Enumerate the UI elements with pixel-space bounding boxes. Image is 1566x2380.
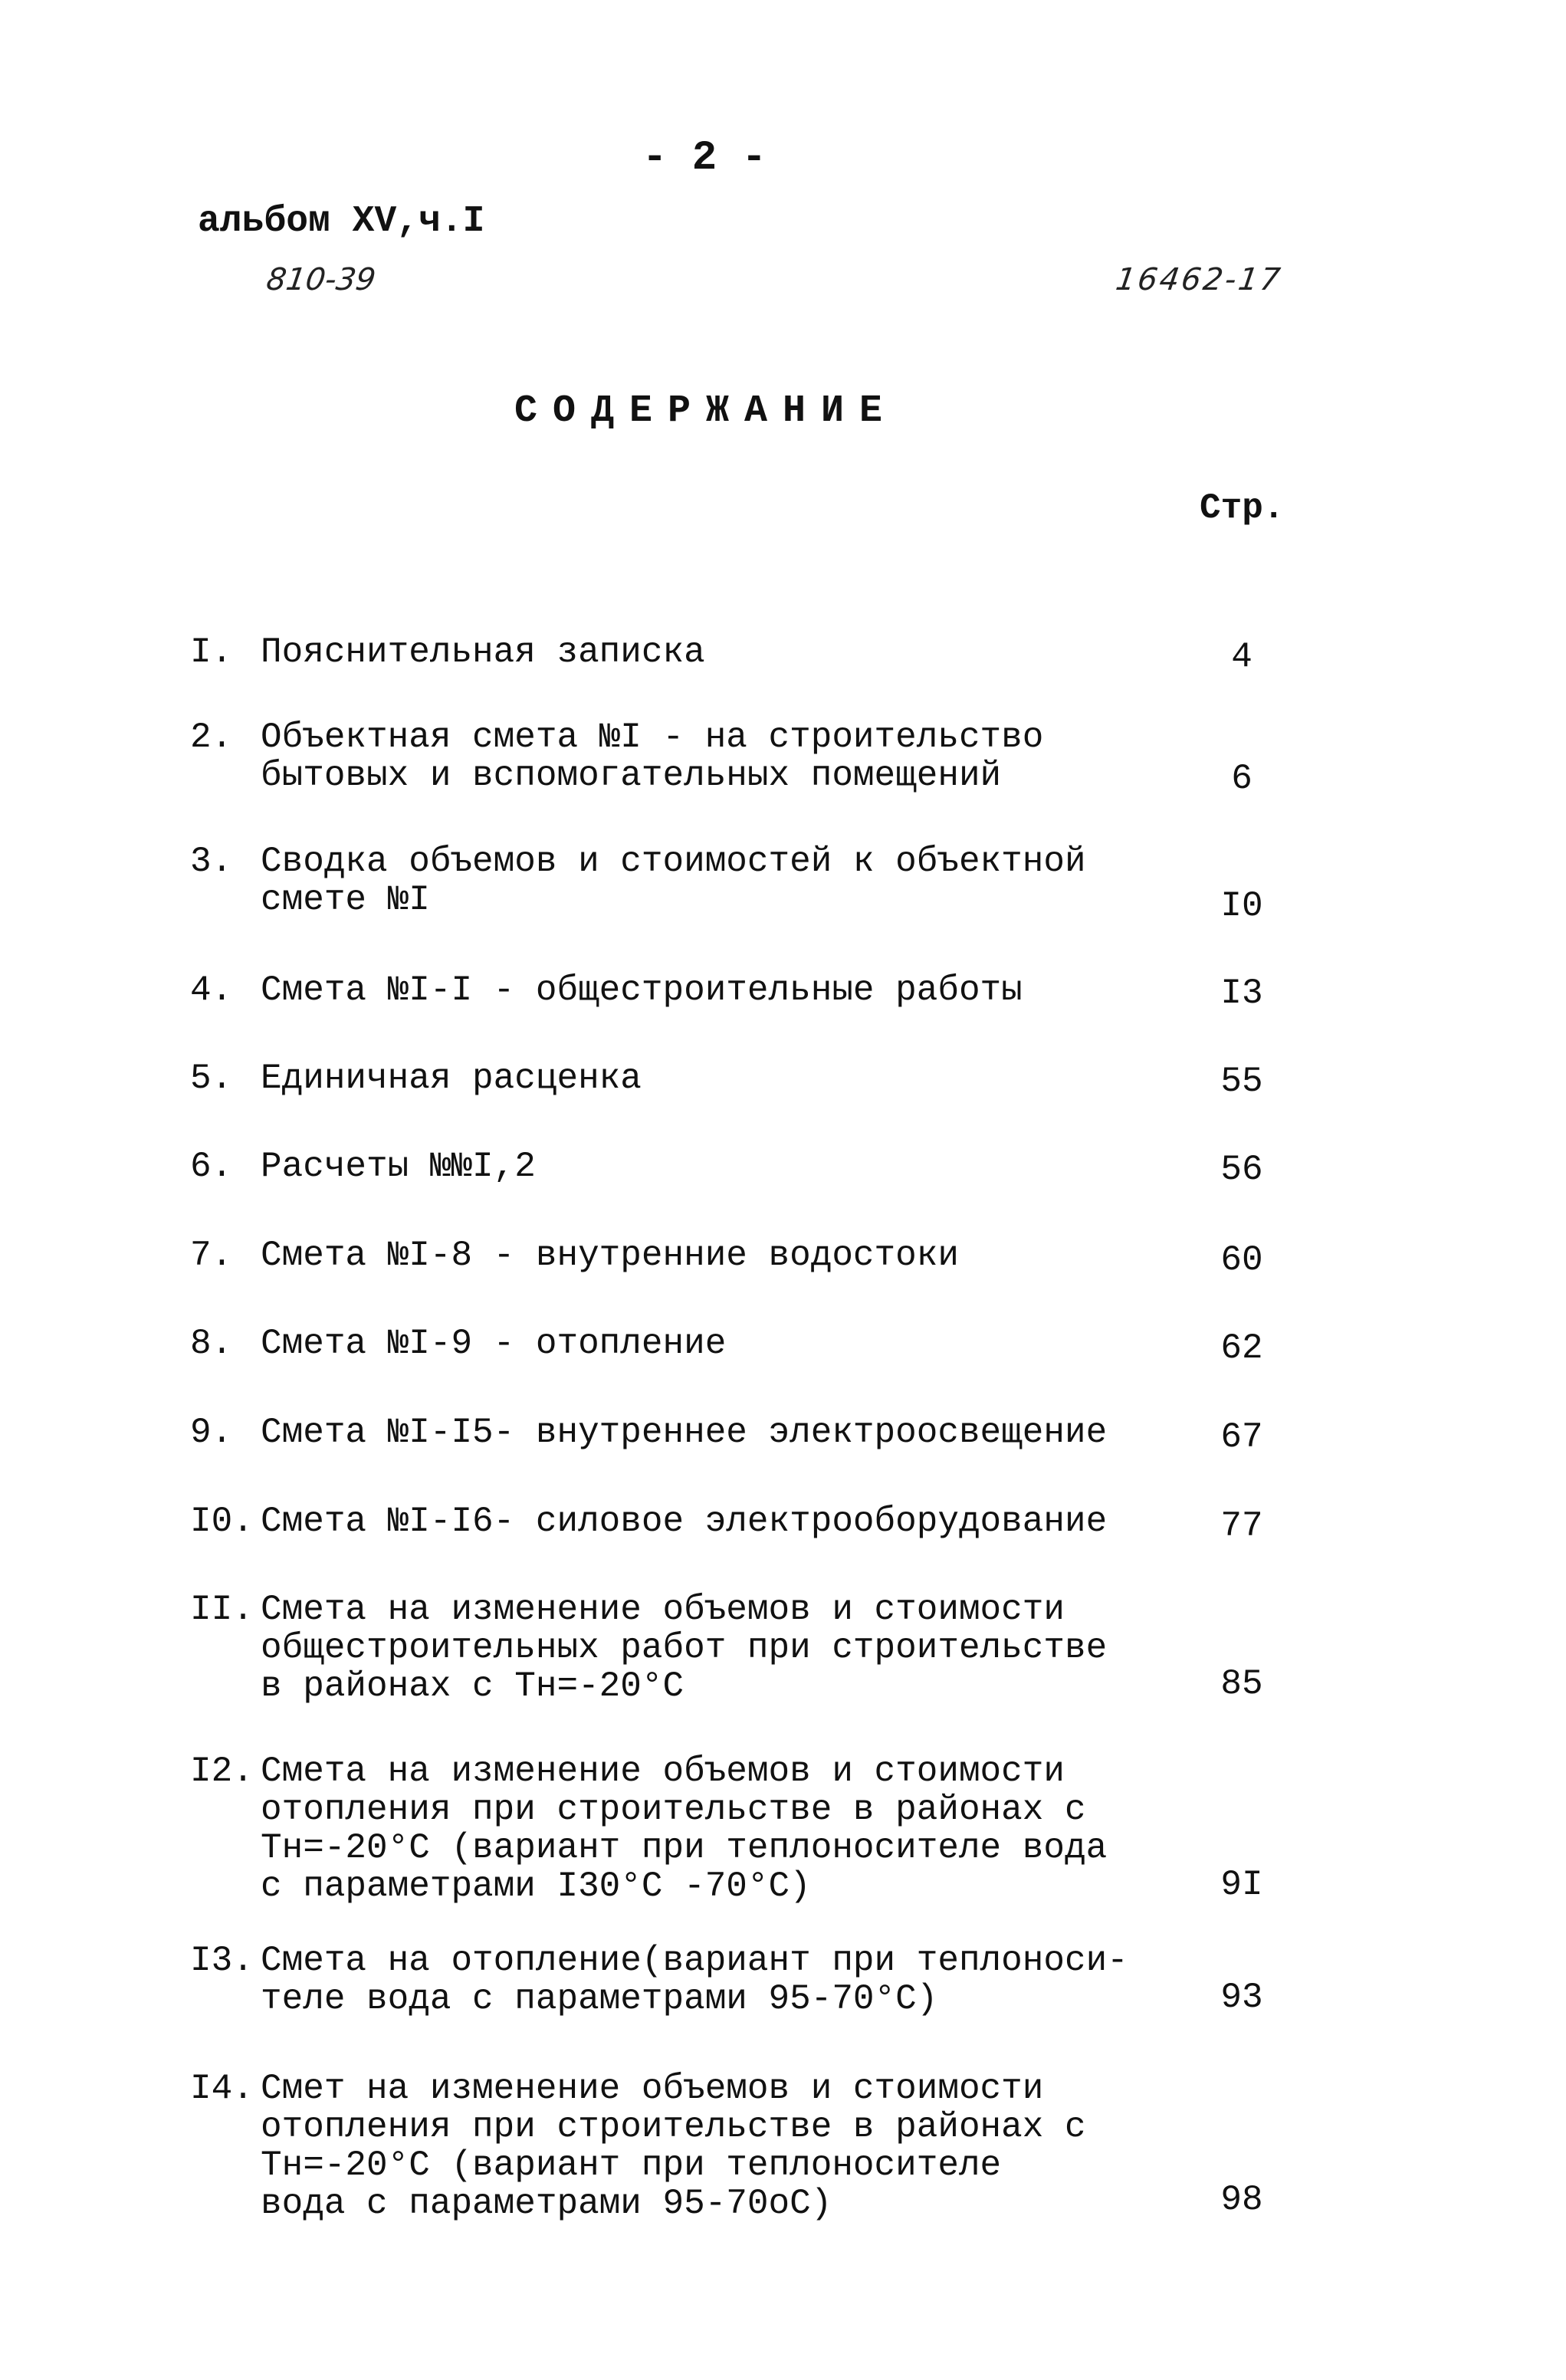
- toc-item-text: Смета на изменение объемов и стоимости отопления при строительстве в районах с Тн=-20°С (вариант при теплоносителе вода с параметрами I30°С -70°С): [261, 1751, 1108, 1906]
- toc-item-page: 62: [1220, 1328, 1263, 1368]
- toc-item-text: Смета №I-8 - внутренние водостоки: [261, 1236, 959, 1275]
- page-column-header: Стр.: [1200, 488, 1285, 528]
- toc-item-page: 60: [1220, 1240, 1263, 1280]
- toc-item-text: Смета №I-I - общестроительные работы: [261, 970, 1023, 1010]
- toc-item-number: I4.: [190, 2069, 254, 2109]
- toc-item-text: Единичная расценка: [261, 1059, 642, 1098]
- toc-item-page: 9I: [1220, 1865, 1263, 1905]
- toc-item-text: Смета №I-I5- внутреннее электроосвещение: [261, 1413, 1108, 1453]
- toc-item-number: 2.: [190, 717, 233, 757]
- toc-item-number: 6.: [190, 1147, 233, 1187]
- handwritten-code-right: 16462-17: [1113, 262, 1285, 297]
- handwritten-code-left: 810-39: [264, 262, 378, 297]
- toc-item-number: 3.: [190, 842, 233, 881]
- toc-item-text: Объектная смета №I - на строительство бытовых и вспомогательных помещений: [261, 717, 1044, 796]
- toc-item-page: I0: [1220, 886, 1263, 926]
- contents-title: СОДЕРЖАНИЕ: [514, 389, 898, 433]
- toc-item-number: I2.: [190, 1751, 254, 1791]
- toc-item-page: 56: [1220, 1150, 1263, 1190]
- toc-item-text: Расчеты №№I,2: [261, 1147, 536, 1187]
- toc-item-number: I.: [190, 632, 233, 672]
- page-number: - 2 -: [642, 135, 767, 182]
- toc-item-text: Смета на изменение объемов и стоимости общестроительных работ при строительстве в районах с Тн=-20°С: [261, 1590, 1108, 1706]
- toc-item-page: 93: [1220, 1978, 1263, 2017]
- toc-item-page: 77: [1220, 1506, 1263, 1546]
- toc-item-page: 4: [1231, 637, 1252, 677]
- toc-item-number: II.: [190, 1590, 254, 1630]
- toc-item-text: Пояснительная записка: [261, 632, 705, 672]
- toc-item-page: 67: [1220, 1417, 1263, 1457]
- toc-item-page: I3: [1220, 973, 1263, 1013]
- toc-item-number: 5.: [190, 1059, 233, 1098]
- toc-item-page: 98: [1220, 2180, 1263, 2220]
- toc-item-page: 6: [1231, 759, 1252, 799]
- toc-item-text: Сводка объемов и стоимостей к объектной смете №I: [261, 842, 1086, 920]
- album-label: альбом XV,ч.I: [198, 201, 485, 242]
- toc-item-page: 55: [1220, 1062, 1263, 1101]
- toc-item-text: Смета на отопление(вариант при теплоноси- теле вода с параметрами 95-70°С): [261, 1941, 1128, 2019]
- toc-item-text: Смет на изменение объемов и стоимости отопления при строительстве в районах с Тн=-20°С (вариант при теплоносителе вода с параметрами 95-70оС): [261, 2069, 1086, 2224]
- toc-item-number: 7.: [190, 1236, 233, 1275]
- toc-item-text: Смета №I-I6- силовое электрооборудование: [261, 1502, 1108, 1541]
- toc-item-number: 4.: [190, 970, 233, 1010]
- toc-item-number: 8.: [190, 1324, 233, 1364]
- toc-item-number: 9.: [190, 1413, 233, 1453]
- toc-item-text: Смета №I-9 - отопление: [261, 1324, 727, 1364]
- toc-item-number: I3.: [190, 1941, 254, 1981]
- toc-item-page: 85: [1220, 1664, 1263, 1704]
- toc-item-number: I0.: [190, 1502, 254, 1541]
